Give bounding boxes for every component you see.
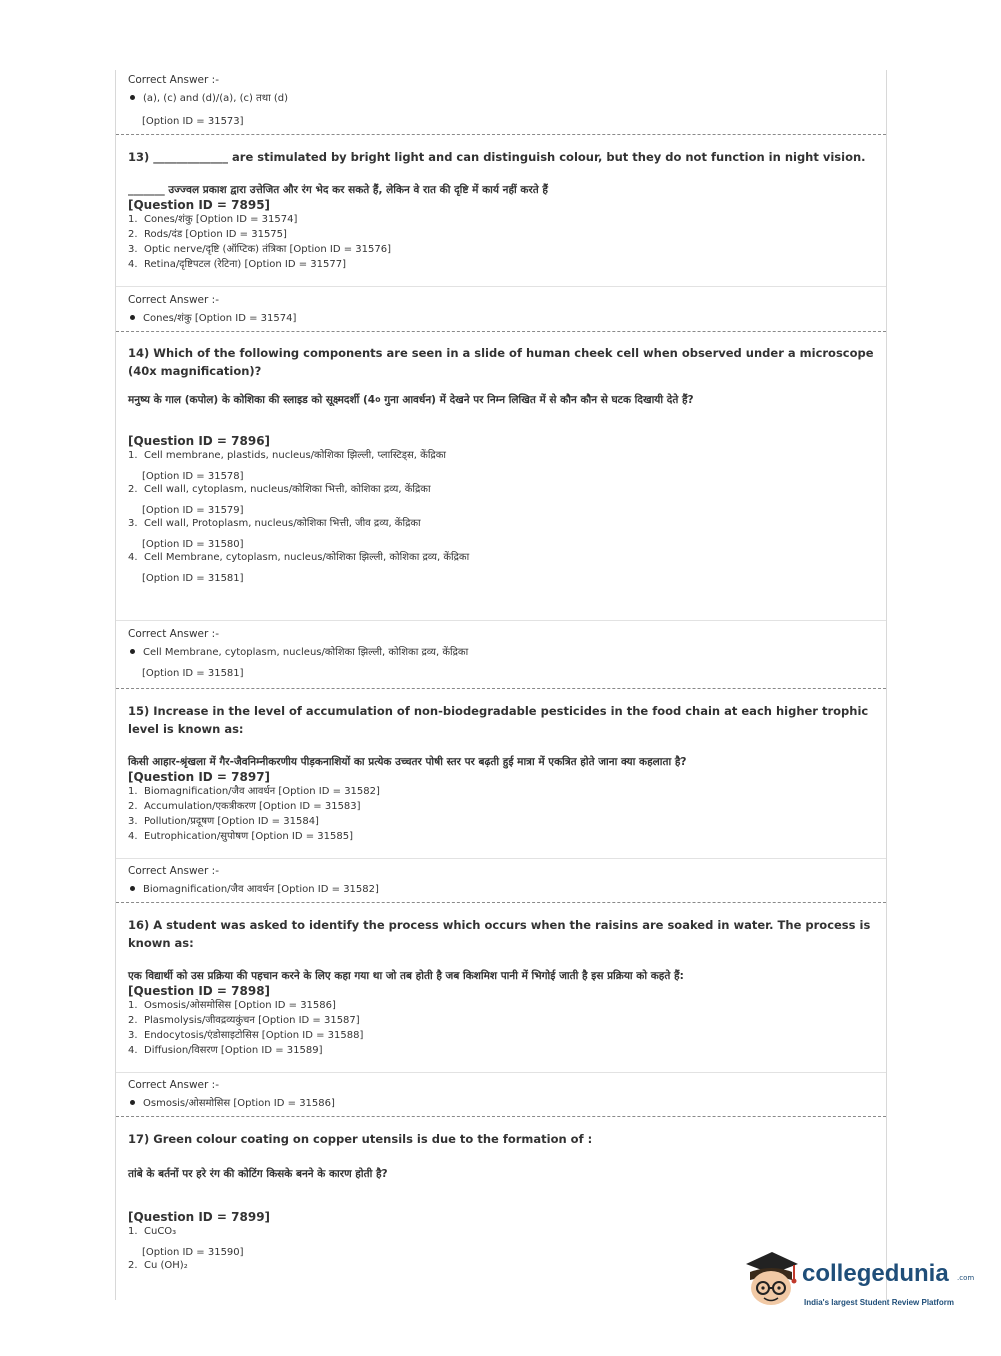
question-text: 15) Increase in the level of accumulation of non-biodegradable pesticides in the food chain at each higher trophic level is known as: [128, 704, 869, 736]
student-mascot-icon [742, 1250, 802, 1308]
option-2: 2. Accumulation/एकत्रीकरण [Option ID = 31583] [128, 801, 361, 812]
question-id: [Question ID = 7895] [128, 198, 271, 212]
question-hindi: किसी आहार-श्रृंखला में गैर-जैवनिम्नीकरणीय पीड़कनाशियों का प्रत्येक उच्चतर पोषी स्तर पर बढ़ती हुई मात्रा में एकत्रित होते जाना क्या कहलाता है? [128, 756, 687, 768]
prev-answer-block [128, 74, 874, 127]
question-text: 16) A student was asked to identify the process which occurs when the raisins are soaked in water. The process is known as: [128, 918, 871, 950]
question-hindi: एक विद्यार्थी को उस प्रक्रिया की पहचान करने के लिए कहा गया था जो तब होती है जब किशमिश पानी में भिगोई जाती है इस प्रक्रिया को कहते हैं: [128, 970, 684, 982]
option-id: [Option ID = 31573] [142, 116, 244, 127]
question-hindi: तांबे के बर्तनों पर हरे रंग की कोटिंग किसके बनने के कारण होती है? [128, 1168, 388, 1180]
option-3: 3. Pollution/प्रदूषण [Option ID = 31584] [128, 816, 319, 827]
question-text: 17) Green colour coating on copper utensils is due to the formation of : [128, 1132, 593, 1146]
answer-13 [128, 294, 874, 324]
correct-answer: (a), (c) and (d)/(a), (c) तथा (d) [128, 90, 874, 104]
option-4: 4. Cell Membrane, cytoplasm, nucleus/कोशिका झिल्ली, कोशिका द्रव्य, केंद्रिका [128, 552, 470, 563]
bullet-icon [130, 1100, 135, 1105]
collegedunia-logo [742, 1250, 975, 1310]
question-divider [116, 134, 886, 135]
question-15 [128, 702, 874, 844]
bullet-icon [130, 315, 135, 320]
question-divider [116, 331, 886, 332]
option-1: 1. Osmosis/ओसमोसिस [Option ID = 31586] [128, 1000, 336, 1011]
correct-answer-label: Correct Answer :- [128, 1079, 219, 1091]
option-1: 1. CuCO₃ [128, 1226, 177, 1237]
question-id: [Question ID = 7897] [128, 770, 271, 784]
answer-divider [116, 286, 886, 287]
question-id: [Question ID = 7896] [128, 434, 271, 448]
question-13 [128, 148, 874, 272]
answer-divider [116, 620, 886, 621]
option-4: 4. Retina/दृष्टिपटल (रेटिना) [Option ID = 31577] [128, 259, 346, 270]
correct-answer: Cell Membrane, cytoplasm, nucleus/कोशिका झिल्ली, कोशिका द्रव्य, केंद्रिका [128, 644, 874, 658]
option-2: 2. Rods/दंड [Option ID = 31575] [128, 229, 287, 240]
question-text: 14) Which of the following components are seen in a slide of human cheek cell when observed under a microscope (40x magnification)? [128, 346, 874, 378]
answer-14 [128, 628, 874, 679]
option-3: 3. Endocytosis/एंडोसाइटोसिस [Option ID = 31588] [128, 1030, 364, 1041]
option-id: [Option ID = 31581] [142, 668, 244, 679]
question-hindi: मनुष्य के गाल (कपोल) के कोशिका की स्लाइड को सूक्ष्मदर्शी (4० गुना आवर्धन) में देखने पर निम्न लिखित में से कौन कौन से घटक दिखायी देते हैं? [128, 394, 694, 406]
question-14 [128, 344, 874, 584]
correct-answer: Osmosis/ओसमोसिस [Option ID = 31586] [128, 1095, 874, 1109]
answer-16 [128, 1079, 874, 1109]
correct-answer: Biomagnification/जैव आवर्धन [Option ID = 31582] [128, 881, 874, 895]
question-divider [116, 688, 886, 689]
correct-answer: Cones/शंकु [Option ID = 31574] [128, 310, 874, 324]
answer-divider [116, 858, 886, 859]
option-3: 3. Optic nerve/दृष्टि (ऑप्टिक) तंत्रिका [Option ID = 31576] [128, 244, 392, 255]
question-hindi: _______ उज्ज्वल प्रकाश द्वारा उत्तेजित और रंग भेद कर सकते हैं, लेकिन वे रात की दृष्टि में कार्य नहीं करते हैं [128, 184, 548, 196]
correct-answer-label: Correct Answer :- [128, 74, 219, 86]
bullet-icon [130, 886, 135, 891]
correct-answer-label: Correct Answer :- [128, 628, 219, 640]
option-2: 2. Cell wall, cytoplasm, nucleus/कोशिका भित्ती, कोशिका द्रव्य, केंद्रिका [128, 484, 431, 495]
option-2: 2. Cu (OH)₂ [128, 1260, 188, 1271]
logo-tagline: India's largest Student Review Platform [804, 1298, 954, 1307]
option-id: [Option ID = 31590] [142, 1247, 244, 1258]
option-4: 4. Eutrophication/सुपोषण [Option ID = 31585] [128, 831, 353, 842]
question-id: [Question ID = 7898] [128, 984, 271, 998]
option-3: 3. Cell wall, Protoplasm, nucleus/कोशिका भित्ती, जीव द्रव्य, केंद्रिका [128, 518, 421, 529]
option-4: 4. Diffusion/विसरण [Option ID = 31589] [128, 1045, 323, 1056]
option-id: [Option ID = 31581] [142, 573, 244, 584]
question-divider [116, 902, 886, 903]
option-id: [Option ID = 31580] [142, 539, 244, 550]
logo-domain: .com [957, 1274, 975, 1282]
bullet-icon [130, 95, 135, 100]
correct-answer-label: Correct Answer :- [128, 865, 219, 877]
option-id: [Option ID = 31578] [142, 471, 244, 482]
option-1: 1. Cell membrane, plastids, nucleus/कोशिका झिल्ली, प्लास्टिड्स, केंद्रिका [128, 450, 447, 461]
option-id: [Option ID = 31579] [142, 505, 244, 516]
question-16 [128, 916, 874, 1058]
option-1: 1. Cones/शंकु [Option ID = 31574] [128, 214, 298, 225]
answer-15 [128, 865, 874, 895]
question-text: 13) _____________ are stimulated by bright light and can distinguish colour, but they do not function in night vision. [128, 150, 866, 164]
question-id: [Question ID = 7899] [128, 1210, 271, 1224]
option-2: 2. Plasmolysis/जीवद्रव्यकुंचन [Option ID = 31587] [128, 1015, 360, 1026]
correct-answer-label: Correct Answer :- [128, 294, 219, 306]
logo-wordmark: collegedunia [802, 1260, 949, 1287]
bullet-icon [130, 649, 135, 654]
answer-divider [116, 1072, 886, 1073]
option-1: 1. Biomagnification/जैव आवर्धन [Option ID = 31582] [128, 786, 380, 797]
question-divider [116, 1116, 886, 1117]
question-paper-frame [115, 70, 887, 1300]
